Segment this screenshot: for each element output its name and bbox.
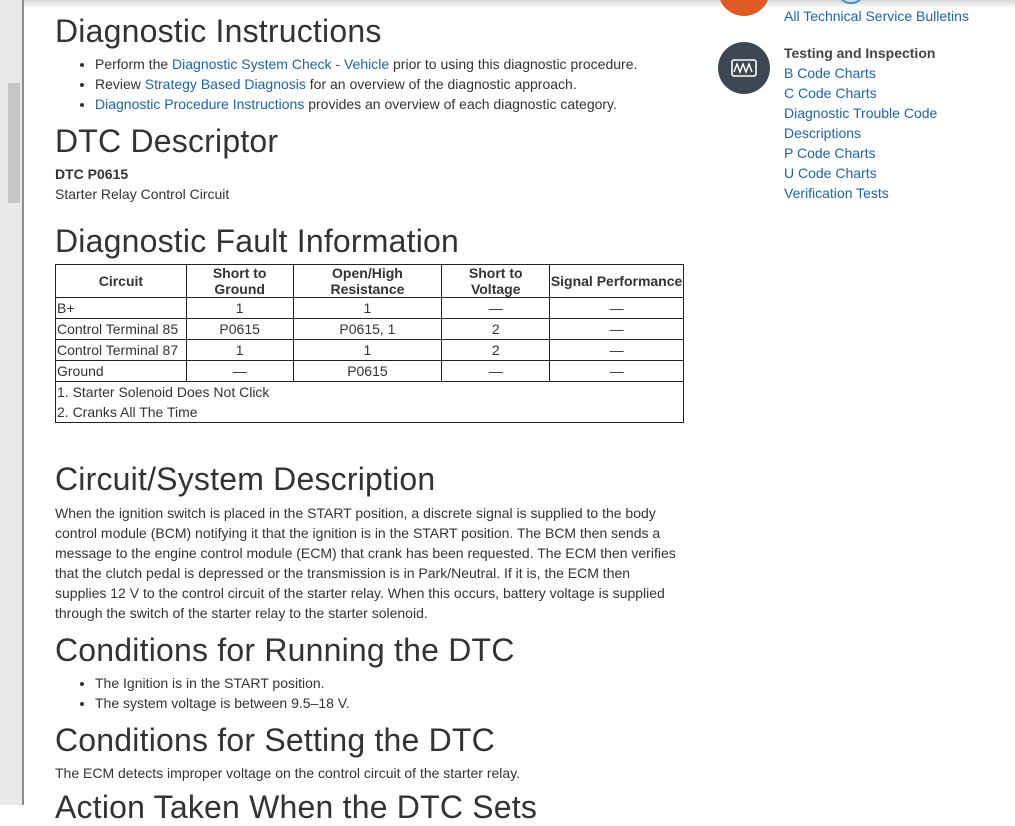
table-cell: B+: [56, 298, 187, 319]
note-2: 2. Cranks All The Time: [57, 404, 198, 420]
conditions-setting-title: Conditions for Setting the DTC: [55, 722, 495, 758]
table-cell: P0615: [293, 361, 442, 382]
header-short-to-voltage: Short to Voltage: [442, 265, 550, 298]
list-item: • Perform the Diagnostic System Check - Vehicle prior to using this diagnostic procedure.: [95, 54, 637, 74]
b-code-charts-link[interactable]: B Code Charts: [784, 65, 876, 81]
table-notes-row: [56, 382, 684, 423]
table-row: [56, 361, 684, 382]
dtc-code: DTC P0615: [55, 166, 129, 182]
table-row: [56, 319, 684, 340]
list-item: • Review Strategy Based Diagnosis for an overview of the diagnostic approach.: [95, 74, 637, 94]
table-cell: —: [550, 298, 684, 319]
dtc-descriptions-link[interactable]: Diagnostic Trouble Code: [784, 105, 938, 121]
verification-tests-link[interactable]: Verification Tests: [784, 185, 889, 201]
bulletin-icon: [718, 0, 770, 16]
table-row: [56, 340, 684, 361]
circuit-description-title: Circuit/System Description: [55, 461, 436, 497]
left-scroll-rail: [0, 0, 24, 805]
action-taken-title: Action Taken When the DTC Sets: [55, 789, 538, 825]
diagnostic-system-check-link[interactable]: Diagnostic System Check - Vehicle: [172, 56, 390, 72]
diagnostic-instructions-list: [55, 54, 637, 114]
table-cell: Control Terminal 87: [56, 340, 187, 361]
table-cell: —: [550, 319, 684, 340]
p-code-charts-link[interactable]: P Code Charts: [784, 145, 876, 161]
dtc-descriptor-title: DTC Descriptor: [55, 123, 279, 159]
note-1: 1. Starter Solenoid Does Not Click: [57, 384, 270, 400]
all-technical-service-bulletins-link[interactable]: All Technical Service Bulletins: [784, 8, 969, 24]
list-item: • Diagnostic Procedure Instructions provides an overview of each diagnostic category.: [95, 94, 637, 114]
circuit-description-body: When the ignition switch is placed in the START position, a discrete signal is supplied to the body control module (BCM) notifying it that the ignition is in the START position. The BCM then sends a message to the engine control module (ECM) that crank has been requested. The ECM then verifies that the clutch pedal is depressed or the transmission is in Park/Neutral. If it is, the ECM then supplies 12 V to the control circuit of the starter relay. When this occurs, battery voltage is supplied through the switch of the starter relay to the starter solenoid.: [55, 505, 676, 621]
header-circuit: Circuit: [56, 265, 187, 298]
c-code-charts-link[interactable]: C Code Charts: [784, 85, 877, 101]
testing-links: [784, 63, 937, 203]
header-open-high-resistance: Open/High Resistance: [293, 265, 442, 298]
table-cell: —: [186, 361, 293, 382]
table-cell: P0615, 1: [293, 319, 442, 340]
dtc-description: Starter Relay Control Circuit: [55, 186, 230, 202]
table-cell: Control Terminal 85: [56, 319, 187, 340]
dtc-descriptions-link-cont[interactable]: Descriptions: [784, 125, 862, 141]
table-cell: —: [442, 298, 550, 319]
testing-inspection-heading: Testing and Inspection: [784, 45, 936, 61]
table-cell: 1: [293, 298, 442, 319]
table-cell: P0615: [186, 319, 293, 340]
conditions-running-list: [55, 673, 350, 713]
header-short-to-ground: Short to Ground: [186, 265, 293, 298]
u-code-charts-link[interactable]: U Code Charts: [784, 165, 877, 181]
table-row: [56, 298, 684, 319]
oscilloscope-icon: [718, 42, 770, 94]
conditions-running-title: Conditions for Running the DTC: [55, 632, 515, 668]
list-item: • The Ignition is in the START position.: [95, 673, 350, 693]
table-cell: Ground: [56, 361, 187, 382]
table-cell: 2: [442, 319, 550, 340]
table-notes: [56, 382, 684, 423]
header-signal-performance: Signal Performance: [550, 265, 684, 298]
fault-information-title: Diagnostic Fault Information: [55, 223, 460, 259]
table-cell: —: [550, 361, 684, 382]
diagnostic-procedure-instructions-link[interactable]: Diagnostic Procedure Instructions: [95, 96, 305, 112]
diagnostic-instructions-title: Diagnostic Instructions: [55, 13, 382, 49]
table-cell: 1: [293, 340, 442, 361]
fault-information-table: [55, 264, 684, 423]
list-item: • The system voltage is between 9.5–18 V.: [95, 693, 350, 713]
table-cell: 1: [186, 298, 293, 319]
table-cell: 2: [442, 340, 550, 361]
strategy-based-diagnosis-link[interactable]: Strategy Based Diagnosis: [144, 76, 306, 92]
table-header-row: [56, 265, 684, 298]
table-cell: —: [550, 340, 684, 361]
scrollbar-thumb[interactable]: [8, 83, 20, 203]
table-cell: —: [442, 361, 550, 382]
conditions-setting-text: The ECM detects improper voltage on the control circuit of the starter relay.: [55, 765, 521, 781]
table-cell: 1: [186, 340, 293, 361]
